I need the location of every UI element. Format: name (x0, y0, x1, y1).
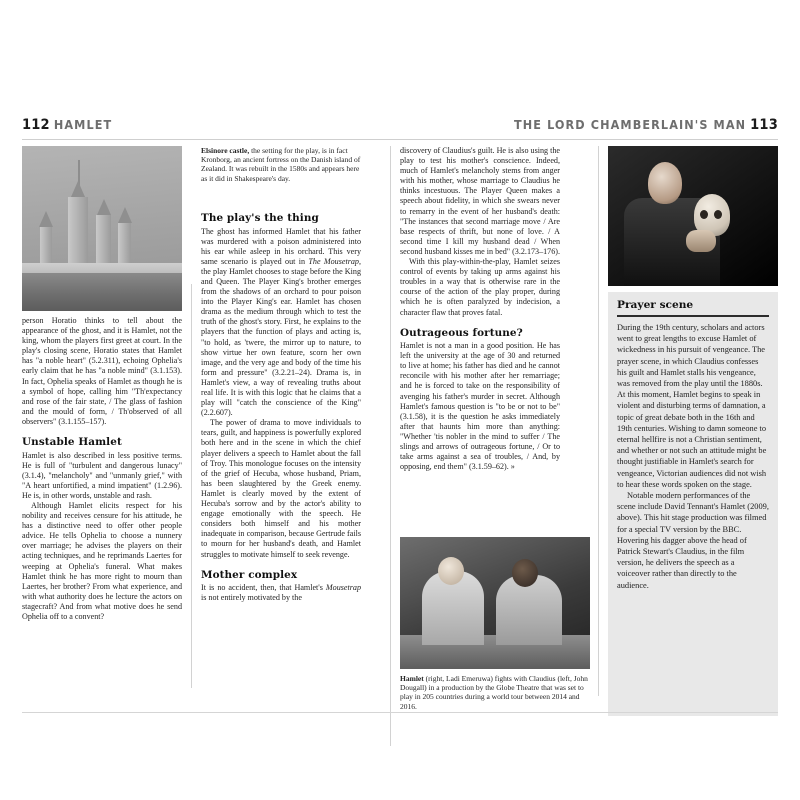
actor-claudius-head (438, 557, 464, 585)
folio-left: 112 (22, 117, 50, 133)
paragraph: Notable modern performances of the scene include David Tennant's Hamlet (2009, above). This hit stage production was filmed for a special TV version by the BBC. Hovering his dagger above the head of Patrick Stewart's Claudius, in the film version, he delivers the speech as a voiceover rather than directly to the audience. (617, 491, 769, 590)
caption-lead: Elsinore castle, (201, 146, 250, 155)
paragraph: Hamlet is not a man in a good position. He has left the university at the age of 30 and returned to live at home; his father has died and he cannot reconcile with his mother after her remarriage; and he is forced to take on the responsibility of avenging his father's murder in secret. Although Hamlet's famous question is "to be or not to be" (3.1.58), it is the question he asks immediately after that haunts him more than anything: "Whether 'tis nobler in the mind to suffer / The slings and arrows of outrageous fortune, / Or to take arms against a sea of troubles, / And, by opposing, end them" (3.1.59–62). » (400, 341, 560, 472)
folio-right: 113 (750, 117, 778, 133)
heading-outrageous-fortune: Outrageous fortune? (400, 326, 523, 339)
paragraph: The power of drama to move individuals to tears, guilt, and happiness is powerfully explored both here and in the scene in which the chief player delivers a speech to Hamlet about the fall of Troy. This monologue focuses on the intensity of the grief of Hecuba, whose husband, Priam, has been slaughtered by the Greek enemy. Hamlet is clearly moved by the extent of Hecuba's sorrow and by the actor's ability to engage emotionally with the speech. He considers both himself and his mother inadequate in comparison, because Gertrude fails to mourn for her husband's death, and Hamlet struggles to motivate himself to seek revenge. (201, 418, 361, 559)
prayer-scene-sidebar (608, 292, 778, 716)
column-two (201, 212, 361, 603)
footer-rule (22, 712, 778, 713)
column-divider-3 (598, 146, 599, 696)
actor-hamlet-head (512, 559, 538, 587)
running-title-left: HAMLET (53, 117, 113, 132)
globe-theatre-photo (400, 537, 590, 669)
paragraph: With this play-within-the-play, Hamlet seizes control of events by taking up arms against his troubles in a way that is otherwise rare in the course of the action of the play proper, during which he is often paralyzed by indecision, a character flaw that proves fatal. (400, 257, 560, 317)
column-divider-1 (191, 284, 192, 688)
running-head-left (22, 116, 112, 138)
column-three (400, 146, 560, 472)
prayer-scene-photo (608, 146, 778, 286)
heading-unstable-hamlet: Unstable Hamlet (22, 436, 122, 449)
globe-theatre-caption (400, 674, 590, 711)
hamlet-hand (686, 230, 716, 252)
spread-content (22, 116, 778, 716)
paragraph: discovery of Claudius's guilt. He is also using the play to test his mother's conscience. Indeed, much of Hamlet's melancholy stems from anger with his mother, whose marriage to Claudius he thinks incestuous. The Player Queen makes a speech about fidelity, in which she swears never to remarry in the event of her husband's death: "The instances that second marriage move / Are base respects of thrift, but none of love. / A second time I kill my husband dead / When second husband kisses me in bed" (3.2.173–176). (400, 146, 560, 256)
castle-foreground (22, 273, 182, 311)
running-title-right: THE LORD CHAMBERLAIN'S MAN (513, 117, 747, 132)
sidebar-title: Prayer scene (617, 299, 694, 311)
paragraph: Although Hamlet elicits respect for his nobility and receives censure for his attitude, he has a distinctive need to offer other people advice. He tells Ophelia to choose a nunnery over marriage; he advises the players on their acting techniques, and he reprimands Laertes for weeping at Ophelia's funeral. What makes Hamlet think he has more right to mourn than Laertes, her brother? From what experience, and with what authority does he lecture the actors on stagecraft? And from what motive does he send Ophelia off to a convent? (22, 501, 182, 622)
elsinore-castle-caption (201, 146, 361, 183)
caption-body: the setting for the play, is in fact Kronborg, an ancient fortress on the Danish island of Zealand. It was rebuilt in the 1580s and appears here as it did in Shakespeare's day. (201, 146, 361, 183)
column-divider-2 (390, 146, 391, 746)
elsinore-castle-photo (22, 146, 182, 311)
sidebar-rule (617, 315, 769, 317)
caption-lead: Hamlet (400, 674, 424, 683)
heading-mother-complex: Mother complex (201, 568, 298, 581)
paragraph: Hamlet is also described in less positive terms. He is full of "turbulent and dangerous lunacy" (3.1.4), "melancholy" and "unmanly grief," with "A heart unfortified, a mind impatient" (1.2.96). He is, in other words, unstable and rash. (22, 450, 182, 500)
paragraph: It is no accident, then, that Hamlet's Mousetrap is not entirely motivated by the (201, 583, 361, 603)
running-head-right (514, 116, 778, 138)
hamlet-face (648, 162, 682, 204)
column-one (22, 316, 182, 622)
header-rule (22, 139, 778, 140)
castle-tower-main (68, 197, 88, 271)
heading-plays-the-thing: The play's the thing (201, 212, 319, 224)
caption-body: (right, Ladi Emeruwa) fights with Claudius (left, John Dougall) in a production by the Globe Theatre that was set to play in 205 countries during a world tour between 2014 and 2016. (400, 674, 588, 711)
paragraph: During the 19th century, scholars and actors went to great lengths to excuse Hamlet of wickedness in his pursuit of vengeance. The prayer scene, in which Claudius confesses his guilt and Hamlet stalls his vengeance, was removed from the play until the 1880s. At this moment, Hamlet begins to speak in violent and disturbing terms of damnation, a topic of great debate both in the 16th and 19th centuries. Wishing to damn someone to eternal hellfire is not a Christian sentiment, and whether or not such an attitude might be thought justifiable in Hamlet's search for vengeance, Victorian audiences did not wish to hear these words spoken on the stage. (617, 323, 767, 489)
paragraph: The ghost has informed Hamlet that his father was murdered with a poison administered into his ear while asleep in his orchard. This very same scenario is played out in The Mousetrap, the play Hamlet chooses to stage before the King and Queen. The Player King's brother emerges from the shadows of an orchard to pour poison into the Player King's ear. Hamlet has chosen drama as the medium through which to test the truth of the ghost's story. First, he explains to the players that the function of plays and acting is, "to hold, as 'twere, the mirror up to nature, to show virtue her own feature, scorn her own image, and the very age and body of the time his form and pressure" (3.2.21–24). Drama is, in Hamlet's view, a way of revealing truths about real life. It is with this logic that he claims that a play will "catch the conscience of the King" (2.2.607). (201, 226, 361, 418)
paragraph: person Horatio thinks to tell about the appearance of the ghost, and it is Hamlet, not the king, whom the players first greet at court. In the play's closing scene, Horatio states that Hamlet has "a noble heart" (5.2.311), echoing Ophelia's early claim that he has "a noble mind" (3.1.153). In fact, Ophelia speaks of Hamlet as though he is a symbol of hope, calling him "Th'expectancy and rose of the fair state, / The glass of fashion and the mould of form, / Th'observed of all observers" (3.1.155–157). (22, 316, 182, 426)
